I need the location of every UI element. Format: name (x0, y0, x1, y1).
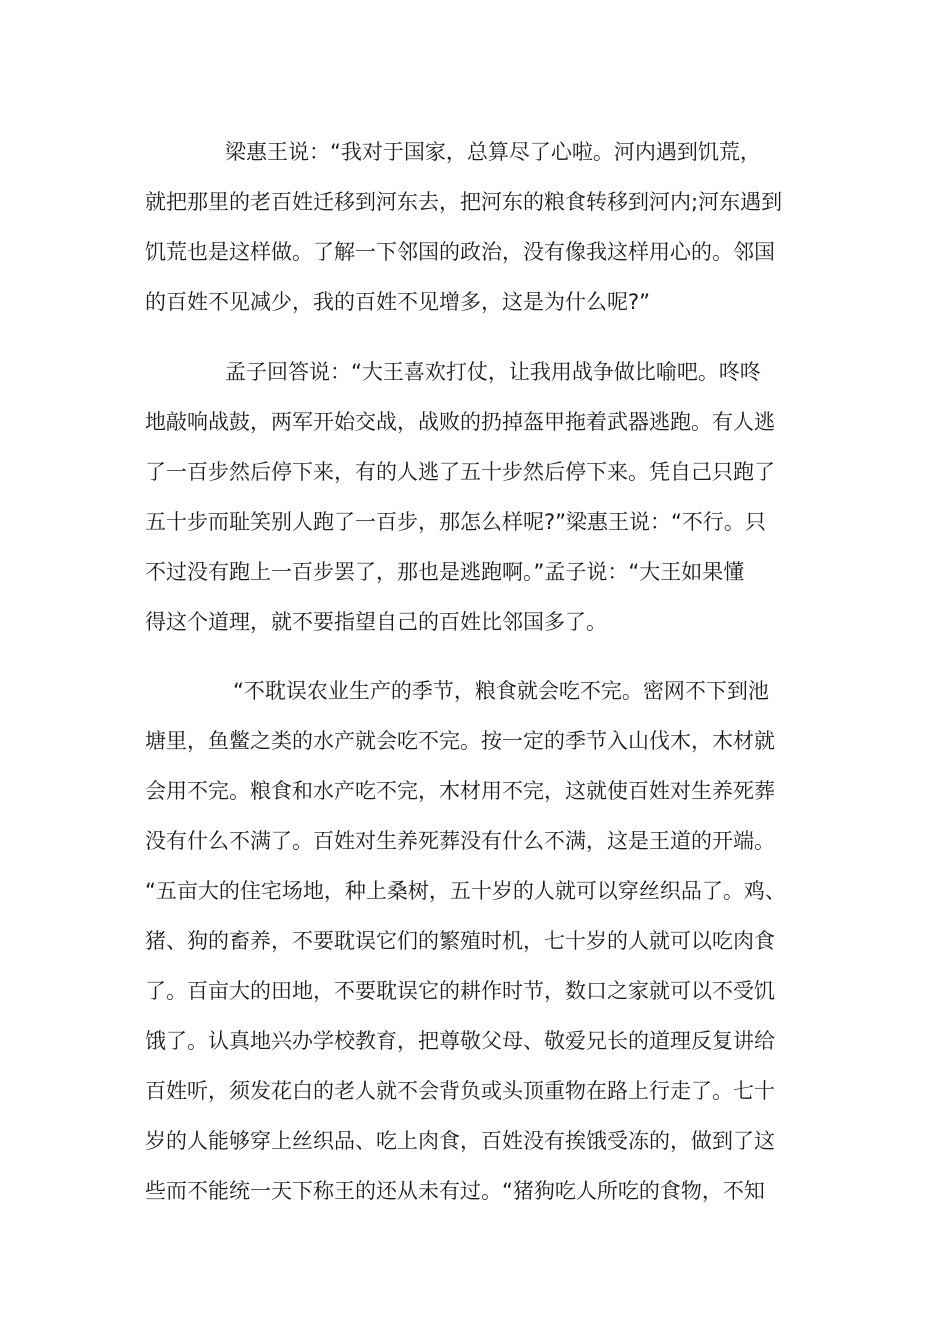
paragraph-line: 塘里，鱼鳖之类的水产就会吃不完。按一定的季节入山伐木，木材就 (145, 729, 775, 753)
paragraph-line: 就把那里的老百姓迁移到河东去，把河东的粮食转移到河内;河东遇到 (145, 190, 783, 214)
paragraph-line: 梁惠王说：“我对于国家，总算尽了心啦。河内遇到饥荒， (225, 140, 761, 164)
paragraph-3 (145, 666, 810, 1216)
paragraph-line: 得这个道理，就不要指望自己的百姓比邻国多了。 (145, 610, 607, 634)
paragraph-line: 五十步而耻笑别人跑了一百步，那怎么样呢?”梁惠王说：“不行。只 (145, 510, 766, 534)
paragraph-line: 百姓听，须发花白的老人就不会背负或头顶重物在路上行走了。七十 (145, 1079, 775, 1103)
paragraph-1 (145, 127, 810, 327)
paragraph-line: 地敲响战鼓，两军开始交战，战败的扔掉盔甲拖着武器逃跑。有人逃 (145, 410, 775, 434)
paragraph-line: “不耽误农业生产的季节，粮食就会吃不完。密网不下到池 (233, 679, 769, 703)
paragraph-line: 会用不完。粮食和水产吃不完，木材用不完，这就使百姓对生养死葬 (145, 779, 775, 803)
paragraph-line: 没有什么不满了。百姓对生养死葬没有什么不满，这是王道的开端。 (145, 829, 775, 853)
paragraph-line: 猪、狗的畜养，不要耽误它们的繁殖时机，七十岁的人就可以吃肉食 (145, 929, 775, 953)
paragraph-line: “五亩大的住宅场地，种上桑树，五十岁的人就可以穿丝织品了。鸡、 (145, 879, 786, 903)
paragraph-line: 饥荒也是这样做。了解一下邻国的政治，没有像我这样用心的。邻国 (145, 240, 775, 264)
paragraph-line: 了一百步然后停下来，有的人逃了五十步然后停下来。凭自己只跑了 (145, 460, 775, 484)
paragraph-line: 不过没有跑上一百步罢了，那也是逃跑啊。”孟子说：“大王如果懂 (145, 560, 745, 584)
paragraph-line: 岁的人能够穿上丝织品、吃上肉食，百姓没有挨饿受冻的，做到了这 (145, 1129, 775, 1153)
paragraph-line: 些而不能统一天下称王的还从未有过。“猪狗吃人所吃的食物，不知 (145, 1179, 765, 1203)
paragraph-2 (145, 347, 810, 647)
paragraph-line: 了。百亩大的田地，不要耽误它的耕作时节，数口之家就可以不受饥 (145, 979, 775, 1003)
paragraph-line: 的百姓不见减少，我的百姓不见增多，这是为什么呢?” (145, 290, 651, 314)
paragraph-line: 饿了。认真地兴办学校教育，把尊敬父母、敬爱兄长的道理反复讲给 (145, 1029, 775, 1053)
paragraph-line: 孟子回答说：“大王喜欢打仗，让我用战争做比喻吧。咚咚 (225, 360, 761, 384)
